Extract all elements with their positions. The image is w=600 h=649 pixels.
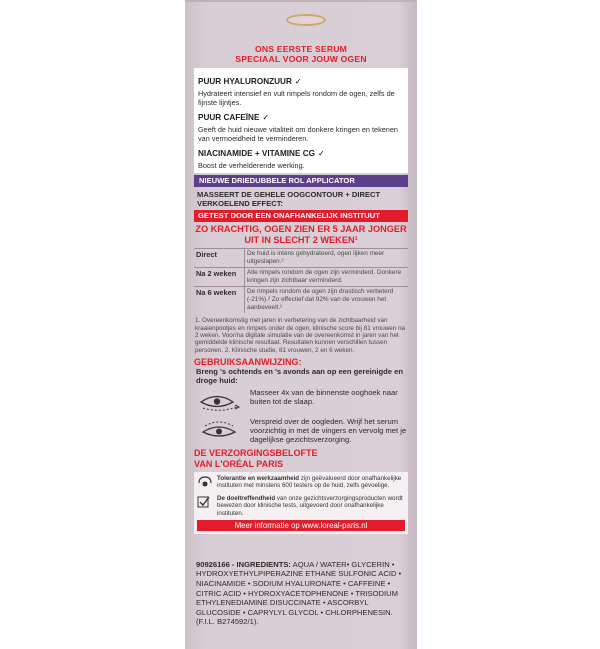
tested-bar: GETEST DOOR EEN ONAFHANKELIJK INSTITUUT (194, 210, 408, 222)
footnote: 1. Overeenkomstig met jaren in verbetering van de zichtbaarheid van kraaienpootjes en rimpels onder de ogen, klinische score bij 81 vrouwen na 2 weken. Voor/na digitale simulatie van de overeenkomst in jaren van het gemiddelde klinische resultaat. Resultaten kunnen verschillen tussen personen. 2. Klinische studie, 81 vrouwen, 2 en 6 weken. (195, 317, 406, 354)
promise-text (217, 495, 405, 517)
applicator-bar: NIEUWE DRIEDUBBELE ROL APPLICATOR (194, 175, 408, 187)
table-row (194, 268, 408, 287)
result-label: Na 6 weken (194, 287, 245, 313)
usage-step-text: Masseer 4x van de binnenste ooghoek naar buiten tot de slaap. (250, 388, 398, 407)
promise-title-line-1: DE VERZORGINGSBELOFTE (194, 448, 318, 459)
heading-line-1: ONS EERSTE SERUM (254, 44, 348, 54)
tolerance-icon (197, 475, 217, 492)
serum-heading (194, 44, 408, 64)
usage-subtitle: Breng 's ochtends en 's avonds aan op een gereinigde en droge huid: (196, 367, 404, 386)
result-text: Alle rimpels rondom de ogen zijn verminderd. Donkere kringen zijn zichtbaar verminderd. (245, 268, 409, 287)
promise-bold: De doeltreffendheid (217, 495, 276, 503)
promise-text (217, 475, 405, 492)
promise-title-line-2: VAN L'ORÉAL PARIS (194, 458, 284, 469)
promise-body: zijn geëvalueerd door onafhankelijke instituten met minstens 600 testers op de huid, zelfs gevoelige. (217, 475, 402, 490)
ingredient-title: NIACINAMIDE + VITAMINE CG (198, 149, 315, 158)
ingredient-title: PUUR CAFEÏNE (198, 113, 260, 122)
check-icon: ✓ (294, 77, 302, 86)
promise-body: van onze gezichtsverzorgingsproducten wordt bewezen door klinische tests, uitgevoerd door onafhankelijke instituten. (217, 495, 403, 517)
ingredient-text: Boost de verhelderende werking. (198, 161, 305, 170)
ingredient-item (198, 107, 404, 143)
result-label: Direct (194, 249, 245, 268)
box-top-edge (185, 0, 417, 2)
promise-title (194, 448, 408, 469)
ingredient-item (198, 71, 404, 107)
result-text: De rimpels rondom de ogen zijn drastisch verbeterd (-21%).² Zo effectief dat 92% van de vrouwen het aanbeveelt.² (245, 287, 409, 313)
hang-hole-icon (286, 14, 326, 26)
ingredient-text: Hydrateert intensief en vult rimpels rondom de ogen, zelfs de fijnste lijntjes. (198, 89, 395, 107)
table-row (194, 249, 408, 268)
result-label: Na 2 weken (194, 268, 245, 287)
heading-line-2: SPECIAAL VOOR JOUW OGEN (235, 54, 367, 64)
ingredients-text: AQUA / WATER• GLYCERIN • HYDROXYETHYLPIPERAZINE ETHANE SULFONIC ACID • NIACINAMIDE • SODIUM HYALURONATE • CAFFEINE • CITRIC ACID • HYDROXYACETOPHENONE • TRISODIUM ETHYLENEDIAMINE DISUCCINATE • ASCORBYL GLUCOSIDE • CAPRYLYL GLYCOL • CHLORPHENESIN. (F.I.L. B274592/1). (196, 559, 402, 627)
table-row (194, 287, 408, 313)
ingredient-title: PUUR HYALURONZUUR (198, 77, 292, 86)
usage-step-text: Verspreid over de oogleden. Wrijf het serum voorzichtig in met de vingers en vervolg met je dagelijkse gezichtsverzorging. (250, 417, 407, 445)
check-icon: ✓ (262, 113, 270, 122)
ingredients-list (194, 560, 408, 627)
eye-massage-icon (194, 388, 250, 414)
usage-title: GEBRUIKSAANWIJZING: (194, 357, 302, 368)
ingredient-text: Geeft de huid nieuwe vitaliteit om donkere kringen en tekenen van vermoeidheid te verminderen. (198, 125, 398, 143)
claim-heading: ZO KRACHTIG, OGEN ZIEN ER 5 JAAR JONGER UIT IN SLECHT 2 WEKEN¹ (195, 224, 407, 245)
promise-item (197, 495, 405, 517)
eyelid-apply-icon (194, 417, 250, 443)
box-content (194, 44, 408, 627)
results-table (194, 248, 408, 313)
checkbox-icon (197, 495, 217, 517)
promise-panel (194, 472, 408, 534)
ingredients-panel (194, 68, 408, 173)
result-text: De huid is intens gehydrateerd, ogen lijken meer uitgeslapen.² (245, 249, 409, 268)
usage-step (194, 388, 408, 414)
massage-text: MASSEERT DE GEHELE OOGCONTOUR + DIRECT VERKOELEND EFFECT: (197, 190, 381, 208)
usage-step (194, 417, 408, 444)
check-icon: ✓ (317, 149, 325, 158)
ingredients-code: 90926166 - INGREDIENTS: (196, 559, 291, 569)
promise-item (197, 475, 405, 492)
ingredient-item (198, 143, 404, 170)
promise-bold: Tolerantie en werkzaamheid (217, 475, 300, 483)
website-link[interactable]: Meer informatie op www.loreal-paris.nl (197, 520, 405, 531)
